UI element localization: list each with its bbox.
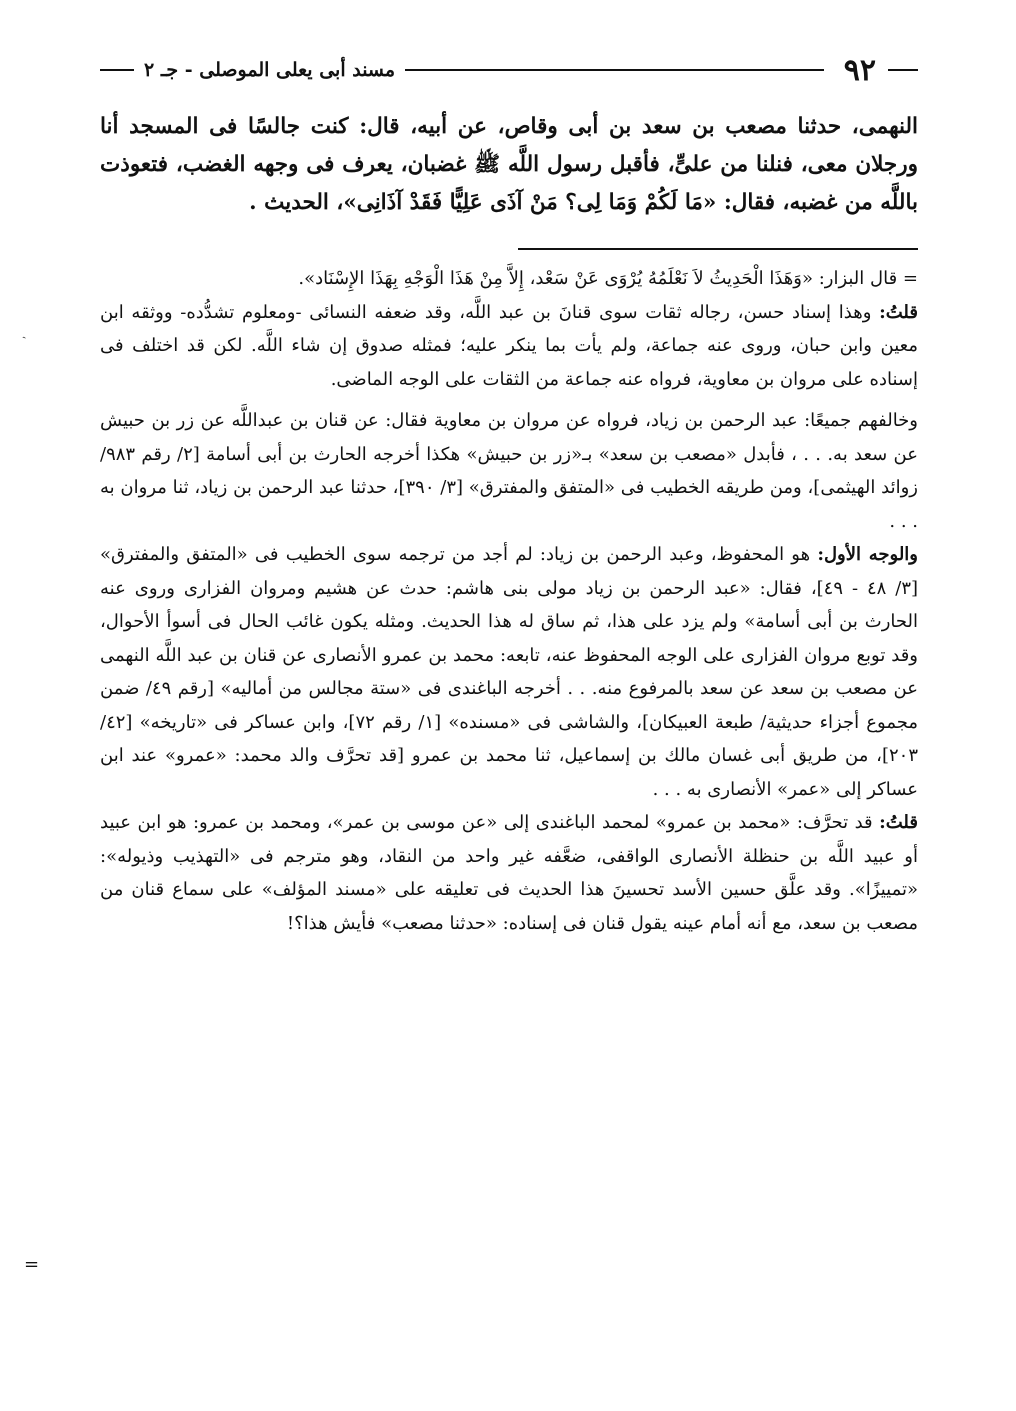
- footnote-paragraph: [100, 806, 918, 940]
- margin-tick: ˏ: [17, 323, 28, 341]
- footnote-paragraph: [100, 296, 918, 397]
- footnote-text: هو المحفوظ، وعبد الرحمن بن زياد: لم أجد من ترجمه سوى الخطيب فى «المتفق والمفترق» [٣/ ٤٨ - ٤٩]، فقال: «عبد الرحمن بن زياد مولى بنى هاشم: حدث عن هشيم ومروان الفزارى وروى عنه الحارث بن أبى أسامة» ولم يزد على هذا، ثم ساق له هذا الحديث. ومثله يكون غائب الحال فى أسوأ الأحوال، وقد توبع مروان الفزارى على الوجه المحفوظ عنه، تابعه: محمد بن عمرو الأنصارى عن قنان بن عبد اللَّه النهمى عن مصعب بن سعد عن سعد بالمرفوع منه. . . أخرجه الباغندى فى «ستة مجالس من أماليه» [رقم ٤٩/ ضمن مجموع أجزاء حديثية/ طبعة العبيكان]، والشاشى فى «مسنده» [١/ رقم ٧٢]، وابن عساكر فى «تاريخه» [٤٢/ ٢٠٣]، من طريق أبى غسان مالك بن إسماعيل، ثنا محمد بن عمرو [قد تحرَّف والد محمد: «عمرو» عند ابن عساكر إلى «عمر» الأنصارى به . . .: [100, 544, 919, 800]
- footnote-lead: قلتُ:: [879, 812, 918, 833]
- continuation-mark: =: [24, 1254, 40, 1275]
- footnote-text: = قال البزار: «وَهَذَا الْحَدِيثُ لاَ نَعْلَمُهُ يُرْوَى عَنْ سَعْد، إِلاَّ مِنْ هَذَا الْوَجْهِ بِهَذَا الإِسْنَاد».: [298, 268, 918, 289]
- footnote-text: قد تحرَّف: «محمد بن عمرو» لمحمد الباغندى إلى «عن موسى بن عمر»، ومحمد بن عمرو: هو ابن عبيد أو عبيد اللَّه بن حنظلة الأنصارى الواقفى، ضعَّفه غير واحد من النقاد، وهو مترجم فى «التهذيب وذيوله»: «تمييزًا». وقد علَّق حسين الأسد تحسينَ هذا الحديث فى تعليقه على «مسند المؤلف» على سماع قنان من مصعب بن سعد، مع أنه أمام عينه يقول قنان فى إسناده: «حدثنا مصعب» فأيش هذا؟!: [100, 812, 918, 934]
- footnote-lead: والوجه الأول:: [817, 544, 919, 565]
- footnote-lead: قلتُ:: [879, 301, 918, 323]
- page-header: [100, 48, 918, 92]
- header-dash-left: [100, 69, 134, 71]
- main-text: النهمى، حدثنا مصعب بن سعد بن أبى وقاص، عن أبيه، قال: كنت جالسًا فى المسجد أنا ورجلان معى، فنلنا من علىٍّ، فأقبل رسول اللَّه ﷺ غضبان، يعرف فى وجهه الغضب، فتعوذت باللَّه من غضبه، فقال: «مَا لَكُمْ وَمَا لِى؟ مَنْ آذَى عَلِيًّا فَقَدْ آذَانِى»، الحديث .: [100, 114, 918, 215]
- footnote-paragraph: [100, 262, 918, 296]
- page-number: ٩٢: [843, 52, 876, 88]
- running-title: مسند أبى يعلى الموصلى - جـ ٢: [144, 59, 396, 81]
- header-rule: [405, 69, 824, 71]
- footnote-paragraph: [100, 404, 918, 538]
- footnote-text: وخالفهم جميعًا: عبد الرحمن بن زياد، فرواه عن مروان بن معاوية فقال: عن قنان بن عبداللَّه عن زر بن حبيش عن سعد به. . . ، فأبدل «مصعب بن سعد» بـ«زر بن حبيش» هكذا أخرجه الحارث بن أبى أسامة [٢/ رقم ٩٨٣/ زوائد الهيثمى]، ومن طريقه الخطيب فى «المتفق والمفترق» [٣/ ٣٩٠]، حدثنا عبد الرحمن بن زياد، ثنا مروان به . . .: [100, 410, 918, 532]
- footnote-separator: [518, 248, 918, 250]
- footnote-text: وهذا إسناد حسن، رجاله ثقات سوى قنانَ بن عبد اللَّه، وقد ضعفه النسائى -ومعلوم تشدُّده- ووثقه ابن معين وابن حبان، وروى عنه جماعة، ولم يأت بما ينكر عليه؛ فمثله صدوق إن شاء اللَّه. لكن قد اختلف فى إسناده على مروان بن معاوية، فرواه عنه جماعة من الثقات على الوجه الماضى.: [100, 301, 918, 390]
- document-page: [100, 48, 918, 940]
- header-dash-right: [888, 69, 918, 71]
- footnote-paragraph: [100, 538, 918, 806]
